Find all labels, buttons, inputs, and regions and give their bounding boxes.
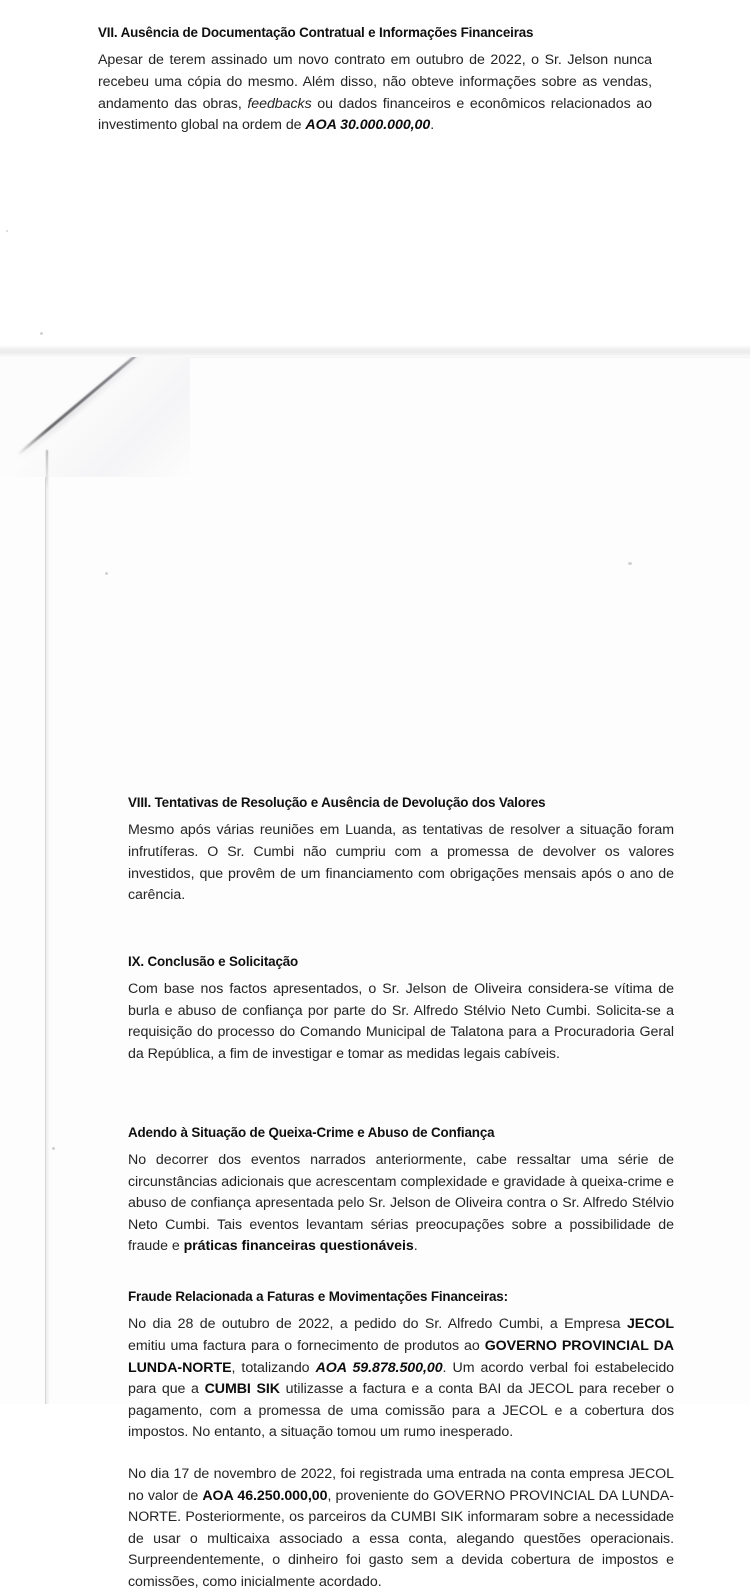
text-run: emitiu uma factura para o fornecimento de produtos ao [128,1338,485,1354]
scan-speck [105,572,108,575]
paragraph-section-viii: Mesmo após várias reuniões em Luanda, as tentativas de resolver a situação foram infrutíferas. O Sr. Cumbi não cumpriu com a promessa de devolver os valores investidos, que provêm de um financiamento com obrigações mensais após o ano de carência. [128,822,674,904]
text-run: . [413,1238,418,1255]
heading-section-vii: VII. Ausência de Documentação Contratual e Informações Financeiras [98,25,534,40]
page-separator-band [0,345,750,357]
page-one-content [98,24,652,137]
amount-aoa-30m: AOA 30.000.000,00 [305,117,431,134]
text-run-bold: práticas financeiras questionáveis [183,1238,414,1255]
text-run: , proveniente do GOVERNO PROVINCIAL DA LUNDA-NORTE. Posteriormente, os parceiros da CUMBI SIK informaram sobre a necessidade de usar o multicaixa associado a essa conta, alegando questões operacionais. Surpreendentemente, o dinheiro foi gasto sem a devida cobertura de impostos e comissões, como inicialmente acordado. [128,1487,674,1590]
entity-jecol: JECOL [626,1316,674,1333]
text-run: . Um acordo verbal foi estabelecido para que a [128,1359,674,1398]
paragraph-adendo [128,1150,674,1258]
document-page-one [0,0,750,348]
text-run: . [430,117,435,134]
text-run: utilizasse a factura e a conta BAI da JECOL para receber o pagamento, com a promessa de uma comissão para a JECOL e a cobertura dos impostos. No entanto, a situação tomou um rumo inesperado. [128,1381,674,1441]
amount-aoa-59m: AOA 59.878.500,00 [315,1359,443,1376]
page-scan-edge-shadow [46,357,50,1404]
text-run: No dia 17 de novembro de 2022, foi registrada uma entrada na conta empresa JECOL no valor de [128,1465,674,1504]
heading-section-viii: VIII. Tentativas de Resolução e Ausência de Devolução dos Valores [128,795,546,810]
text-run: ou dados financeiros e econômicos relacionados ao investimento global na ordem de [98,95,652,134]
spacer [128,1066,674,1124]
entity-cumbi-sik: CUMBI SIK [204,1381,280,1398]
heading-fraude-faturas: Fraude Relacionada a Faturas e Movimentações Financeiras: [128,1288,508,1304]
scan-speck [628,562,632,565]
paragraph-fraude-first [128,1314,674,1444]
heading-section-ix: IX. Conclusão e Solicitação [128,953,299,969]
document-page-two [0,357,750,1590]
text-run: No dia 28 de outubro de 2022, a pedido do Sr. Alfredo Cumbi, a Empresa [128,1316,627,1333]
text-run: No decorrer dos eventos narrados anteriormente, cabe ressaltar uma série de circunstâncias adicionais que acrescentam complexidade e gravidade à queixa-crime e abuso de confiança apresentada pelo Sr. Jelson de Oliveira contra o Sr. Alfredo Stélvio Neto Cumbi. Tais eventos levantam sérias preocupações sobre a possibilidade de fraude e [128,1152,674,1255]
paragraph-fraude-second [128,1464,674,1594]
spacer [128,907,674,953]
entity-governo-lunda-norte: GOVERNO PROVINCIAL DA LUNDA-NORTE [128,1338,674,1376]
scan-speck [40,332,43,335]
paragraph-section-vii [98,50,652,136]
spacer [128,1258,674,1288]
scan-speck [6,230,8,232]
text-run: Apesar de terem assinado um novo contrato em outubro de 2022, o Sr. Jelson nunca recebeu uma cópia do mesmo. Além disso, não obteve informações sobre as vendas, andamento das obras, [98,52,652,112]
amount-aoa-46m: AOA 46.250.000,00 [202,1487,328,1504]
text-run: , totalizando [231,1359,316,1376]
heading-adendo: Adendo à Situação de Queixa-Crime e Abuso de Confiança [128,1124,495,1140]
paragraph-section-ix: Com base nos factos apresentados, o Sr. Jelson de Oliveira considera-se vítima de burla e abuso de confiança por parte do Sr. Alfredo Stélvio Neto Cumbi. Solicita-se a requisição do processo do Comando Municipal de Talatona para a Procuradoria Geral da República, a fim de investigar e tomar as medidas legais cabíveis. [128,981,674,1062]
text-run-italic: feedbacks [247,95,312,112]
page-two-content [128,794,674,1594]
scan-speck [52,1147,55,1150]
